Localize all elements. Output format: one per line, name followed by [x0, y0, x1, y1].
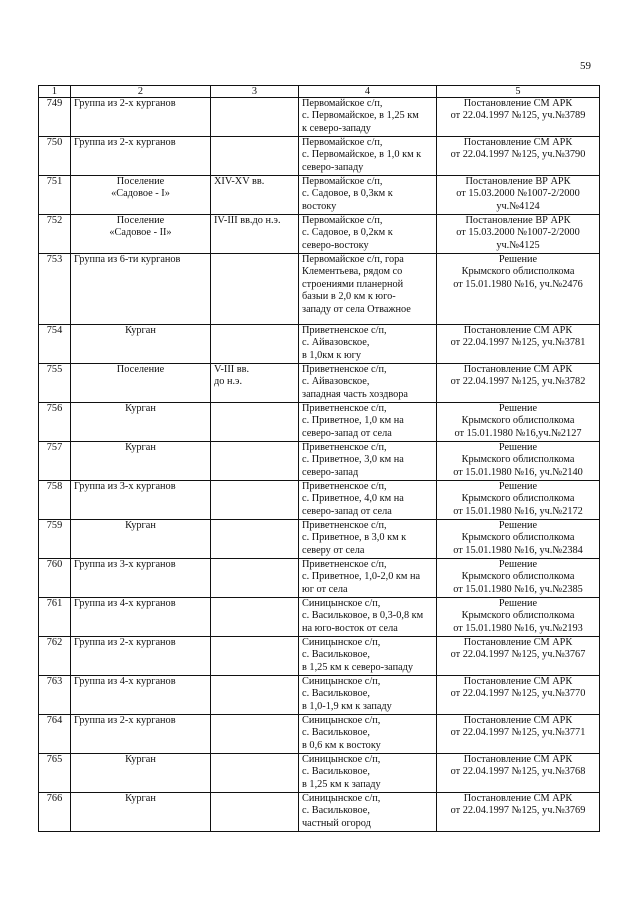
cell-document-line: Решение — [498, 598, 538, 609]
cell-location-line: Первомайское с/п, гора — [302, 254, 404, 265]
cell-object-name — [71, 254, 211, 325]
cell-location-line: западу от села Отважное — [302, 303, 411, 315]
cell-dating — [211, 598, 299, 637]
cell-document — [437, 637, 600, 676]
cell-object-name-line: Курган — [125, 442, 156, 453]
table-row — [39, 637, 600, 676]
cell-location — [299, 520, 437, 559]
cell-object-name — [71, 137, 211, 176]
cell-number: 757 — [39, 442, 71, 481]
cell-number: 758 — [39, 481, 71, 520]
cell-dating — [211, 676, 299, 715]
cell-dating — [211, 215, 299, 254]
cell-document-line: от 22.04.1997 №125, уч.№3767 — [450, 649, 586, 661]
table-row — [39, 442, 600, 481]
cell-document — [437, 364, 600, 403]
cell-document-line: от 15.03.2000 №1007-2/2000 — [456, 227, 580, 239]
cell-location-line: на юго-восток от села — [302, 622, 398, 634]
cell-document-line: Постановление ВР АРК — [465, 215, 571, 226]
cell-document — [437, 559, 600, 598]
cell-number: 763 — [39, 676, 71, 715]
column-header-2: 2 — [71, 86, 211, 98]
cell-document-line: уч.№4124 — [496, 200, 540, 212]
cell-number: 754 — [39, 325, 71, 364]
cell-object-name-line: Группа из 2-х курганов — [74, 98, 176, 109]
cell-location-line: с. Приветное, 1,0 км на — [302, 415, 404, 427]
cell-location — [299, 442, 437, 481]
column-number-row — [39, 86, 600, 98]
cell-location-line: Синицынское с/п, — [302, 598, 381, 609]
cell-object-name-line: Поселение — [116, 176, 165, 187]
cell-object-name-line: Группа из 4-х курганов — [74, 598, 176, 609]
cell-object-name — [71, 325, 211, 364]
cell-location — [299, 176, 437, 215]
cell-number: 766 — [39, 793, 71, 832]
cell-object-name-line: Группа из 3-х курганов — [74, 481, 176, 492]
table-row — [39, 793, 600, 832]
cell-document-line: Крымского облисполкома — [461, 610, 575, 622]
table-row — [39, 215, 600, 254]
cell-location-line: Первомайское с/п, — [302, 176, 383, 187]
cell-document-line: Постановление СМ АРК — [463, 364, 573, 375]
cell-dating — [211, 793, 299, 832]
cell-document — [437, 254, 600, 325]
cell-dating — [211, 637, 299, 676]
cell-document-line: Постановление СМ АРК — [463, 637, 573, 648]
cell-number: 761 — [39, 598, 71, 637]
cell-document-line: Постановление СМ АРК — [463, 715, 573, 726]
cell-document-line: Решение — [498, 442, 538, 453]
cell-location-line: Клементьева, рядом со — [302, 266, 403, 278]
cell-location-line: строениями планерной — [302, 278, 404, 290]
cell-object-name-line: Группа из 3-х курганов — [74, 559, 176, 570]
cell-location-line: с. Васильковое, — [302, 766, 370, 778]
table-row — [39, 137, 600, 176]
cell-document — [437, 442, 600, 481]
cell-object-name — [71, 754, 211, 793]
cell-dating — [211, 442, 299, 481]
cell-object-name — [71, 215, 211, 254]
cell-location-line: Приветненское с/п, — [302, 403, 387, 414]
cell-dating — [211, 176, 299, 215]
cell-dating — [211, 520, 299, 559]
table-row — [39, 325, 600, 364]
cell-object-name — [71, 676, 211, 715]
cell-number: 764 — [39, 715, 71, 754]
cell-location-line: востоку — [302, 200, 337, 212]
cell-document — [437, 715, 600, 754]
cell-dating-line: до н.э. — [214, 376, 243, 388]
cell-number: 751 — [39, 176, 71, 215]
cell-location-line: Приветненское с/п, — [302, 520, 387, 531]
cell-object-name — [71, 715, 211, 754]
cell-location — [299, 754, 437, 793]
cell-location-line: с. Васильковое, — [302, 805, 370, 817]
cell-object-name-line: Поселение — [116, 215, 165, 226]
cell-location-line: с. Садовое, в 0,2км к — [302, 227, 393, 239]
cell-object-name-line: Группа из 6-ти курганов — [74, 254, 181, 265]
cell-location — [299, 98, 437, 137]
table-row — [39, 715, 600, 754]
cell-dating — [211, 325, 299, 364]
cell-location-line: с. Айвазовское, — [302, 376, 370, 388]
cell-location-line: с. Васильковое, — [302, 727, 370, 739]
cell-number: 762 — [39, 637, 71, 676]
cell-document — [437, 176, 600, 215]
cell-object-name — [71, 403, 211, 442]
cell-document-line: от 22.04.1997 №125, уч.№3768 — [450, 766, 586, 778]
cell-location — [299, 403, 437, 442]
table-row — [39, 754, 600, 793]
cell-location-line: Первомайское с/п, — [302, 215, 383, 226]
cell-dating — [211, 715, 299, 754]
cell-location-line: с. Первомайское, в 1,0 км к — [302, 149, 422, 161]
cell-location-line: Приветненское с/п, — [302, 481, 387, 492]
cell-location-line: с. Васильковое, — [302, 688, 370, 700]
cell-object-name-line: «Садовое - I» — [111, 188, 170, 200]
cell-object-name — [71, 481, 211, 520]
cell-document-line: Крымского облисполкома — [461, 415, 575, 427]
cell-document-line: от 15.01.1980 №16, уч.№2385 — [453, 583, 583, 595]
cell-location-line: с. Приветное, 4,0 км на — [302, 493, 404, 505]
cell-document-line: от 15.01.1980 №16, уч.№2476 — [453, 278, 583, 290]
cell-location-line: базыи в 2,0 км к юго- — [302, 291, 396, 303]
table-row — [39, 676, 600, 715]
cell-object-name — [71, 442, 211, 481]
cell-location — [299, 137, 437, 176]
table-row — [39, 176, 600, 215]
cell-document-line: от 22.04.1997 №125, уч.№3781 — [450, 337, 586, 349]
cell-document — [437, 676, 600, 715]
cell-location-line: северо-запад от села — [302, 427, 392, 439]
cell-location-line: Синицынское с/п, — [302, 754, 381, 765]
cell-location-line: в 0,6 км к востоку — [302, 739, 381, 751]
cell-location — [299, 215, 437, 254]
cell-location-line: с. Приветное, 3,0 км на — [302, 454, 404, 466]
cell-dating-line: XIV-XV вв. — [214, 176, 265, 187]
cell-document-line: Постановление СМ АРК — [463, 137, 573, 148]
cell-document-line: от 22.04.1997 №125, уч.№3770 — [450, 688, 586, 700]
cell-document-line: от 15.03.2000 №1007-2/2000 — [456, 188, 580, 200]
cell-document — [437, 403, 600, 442]
cell-location-line: с. Садовое, в 0,3км к — [302, 188, 393, 200]
cell-document-line: Постановление СМ АРК — [463, 754, 573, 765]
cell-number: 765 — [39, 754, 71, 793]
cell-object-name — [71, 598, 211, 637]
table-row — [39, 403, 600, 442]
cell-location — [299, 598, 437, 637]
cell-document-line: Постановление СМ АРК — [463, 325, 573, 336]
cell-document-line: от 22.04.1997 №125, уч.№3771 — [450, 727, 586, 739]
table-row — [39, 559, 600, 598]
cell-object-name-line: Курган — [125, 520, 156, 531]
cell-location — [299, 793, 437, 832]
cell-location-line: Синицынское с/п, — [302, 637, 381, 648]
cell-number: 749 — [39, 98, 71, 137]
cell-object-name-line: Курган — [125, 754, 156, 765]
cell-dating — [211, 559, 299, 598]
cell-object-name-line: Группа из 2-х курганов — [74, 137, 176, 148]
cell-location — [299, 364, 437, 403]
cell-document — [437, 754, 600, 793]
cell-document — [437, 598, 600, 637]
cell-location-line: северо-запад от села — [302, 505, 392, 517]
cell-location — [299, 559, 437, 598]
cell-dating-line: IV-III вв.до н.э. — [214, 215, 281, 226]
table-row — [39, 98, 600, 137]
table-row — [39, 481, 600, 520]
cell-location-line: Синицынское с/п, — [302, 793, 381, 804]
column-header-5: 5 — [437, 86, 600, 98]
cell-location-line: с. Приветное, в 3,0 км к — [302, 532, 407, 544]
cell-location-line: северо-запад — [302, 466, 359, 478]
cell-document-line: Постановление ВР АРК — [465, 176, 571, 187]
cell-location-line: западная часть хоздвора — [302, 388, 408, 400]
cell-document-line: Крымского облисполкома — [461, 493, 575, 505]
cell-number: 750 — [39, 137, 71, 176]
cell-location-line: в 1,25 км к западу — [302, 778, 381, 790]
cell-object-name-line: Группа из 2-х курганов — [74, 637, 176, 648]
table-row — [39, 598, 600, 637]
cell-object-name-line: Курган — [125, 325, 156, 336]
cell-document-line: от 22.04.1997 №125, уч.№3790 — [450, 149, 586, 161]
cell-document-line: от 15.01.1980 №16, уч.№2172 — [453, 505, 583, 517]
cell-number: 759 — [39, 520, 71, 559]
cell-number: 760 — [39, 559, 71, 598]
cell-location — [299, 637, 437, 676]
table-header — [39, 86, 600, 98]
cell-location-line: Приветненское с/п, — [302, 442, 387, 453]
cell-location-line: юг от села — [302, 583, 348, 595]
cell-object-name-line: «Садовое - II» — [109, 227, 172, 239]
cell-location-line: частный огород — [302, 817, 371, 829]
cell-document-line: Крымского облисполкома — [461, 266, 575, 278]
cell-dating-line: V-III вв. — [214, 364, 250, 375]
cell-document — [437, 793, 600, 832]
cell-location-line: Приветненское с/п, — [302, 559, 387, 570]
cell-document-line: Постановление СМ АРК — [463, 676, 573, 687]
cell-dating — [211, 364, 299, 403]
cell-document — [437, 325, 600, 364]
cell-location-line: с. Айвазовское, — [302, 337, 370, 349]
cell-document-line: Крымского облисполкома — [461, 532, 575, 544]
cell-location-line: Первомайское с/п, — [302, 98, 383, 109]
cell-object-name — [71, 98, 211, 137]
cell-document — [437, 98, 600, 137]
cell-document-line: Крымского облисполкома — [461, 571, 575, 583]
cell-document-line: Решение — [498, 254, 538, 265]
cell-number: 756 — [39, 403, 71, 442]
cell-document — [437, 137, 600, 176]
cell-document-line: от 15.01.1980 №16, уч.№2193 — [453, 622, 583, 634]
cell-document-line: от 15.01.1980 №16, уч.№2140 — [453, 466, 583, 478]
cell-document-line: Решение — [498, 403, 538, 414]
cell-object-name — [71, 559, 211, 598]
cell-location-line: с. Первомайское, в 1,25 км — [302, 110, 419, 122]
cell-document — [437, 520, 600, 559]
cell-dating — [211, 137, 299, 176]
cell-document — [437, 481, 600, 520]
cell-document-line: от 15.01.1980 №16, уч.№2384 — [453, 544, 583, 556]
cell-document-line: от 22.04.1997 №125, уч.№3789 — [450, 110, 586, 122]
cell-document-line: Решение — [498, 559, 538, 570]
cell-location-line: Синицынское с/п, — [302, 676, 381, 687]
column-header-1: 1 — [39, 86, 71, 98]
cell-dating — [211, 481, 299, 520]
cell-dating — [211, 254, 299, 325]
cell-location-line: северо-востоку — [302, 239, 369, 251]
cell-location — [299, 676, 437, 715]
cell-location — [299, 481, 437, 520]
cell-document-line: уч.№4125 — [496, 239, 540, 251]
cell-document-line: Решение — [498, 520, 538, 531]
cell-dating — [211, 754, 299, 793]
cell-location-line: в 1,0-1,9 км к западу — [302, 700, 392, 712]
cell-document-line: Постановление СМ АРК — [463, 793, 573, 804]
cell-document-line: Крымского облисполкома — [461, 454, 575, 466]
cell-location-line: с. Васильковое, — [302, 649, 370, 661]
cell-dating — [211, 98, 299, 137]
cell-object-name-line: Курган — [125, 403, 156, 414]
cell-number: 753 — [39, 254, 71, 325]
cell-location-line: в 1,0км к югу — [302, 349, 362, 361]
cell-location-line: Синицынское с/п, — [302, 715, 381, 726]
cell-object-name-line: Группа из 4-х курганов — [74, 676, 176, 687]
cell-number: 752 — [39, 215, 71, 254]
cell-number: 755 — [39, 364, 71, 403]
cell-object-name-line: Курган — [125, 793, 156, 804]
cell-document-line: Постановление СМ АРК — [463, 98, 573, 109]
cell-object-name — [71, 793, 211, 832]
cell-document-line: Решение — [498, 481, 538, 492]
cell-object-name — [71, 176, 211, 215]
cell-location — [299, 254, 437, 325]
cell-document-line: от 15.01.1980 №16,уч.№2127 — [454, 427, 582, 439]
cell-location-line: к северо-западу — [302, 122, 371, 134]
table-row — [39, 364, 600, 403]
column-header-3: 3 — [211, 86, 299, 98]
cell-document-line: от 22.04.1997 №125, уч.№3769 — [450, 805, 586, 817]
cell-document-line: от 22.04.1997 №125, уч.№3782 — [450, 376, 586, 388]
cell-location-line: северо-западу — [302, 161, 364, 173]
column-header-4: 4 — [299, 86, 437, 98]
cell-document — [437, 215, 600, 254]
cell-location — [299, 715, 437, 754]
cell-object-name-line: Поселение — [116, 364, 165, 375]
cell-location-line: Приветненское с/п, — [302, 325, 387, 336]
cell-location-line: с. Приветное, 1,0-2,0 км на — [302, 571, 421, 583]
cell-location-line: северу от села — [302, 544, 365, 556]
page-number: 59 — [580, 60, 591, 72]
table-body — [39, 98, 600, 832]
cell-object-name — [71, 637, 211, 676]
table-row — [39, 254, 600, 325]
cell-object-name — [71, 364, 211, 403]
cell-dating — [211, 403, 299, 442]
heritage-registry-table — [38, 85, 600, 832]
table-row — [39, 520, 600, 559]
cell-location — [299, 325, 437, 364]
cell-location-line: Приветненское с/п, — [302, 364, 387, 375]
cell-location-line: с. Васильковое, в 0,3-0,8 км — [302, 610, 424, 622]
cell-object-name-line: Группа из 2-х курганов — [74, 715, 176, 726]
cell-object-name — [71, 520, 211, 559]
cell-location-line: в 1,25 км к северо-западу — [302, 661, 414, 673]
cell-location-line: Первомайское с/п, — [302, 137, 383, 148]
